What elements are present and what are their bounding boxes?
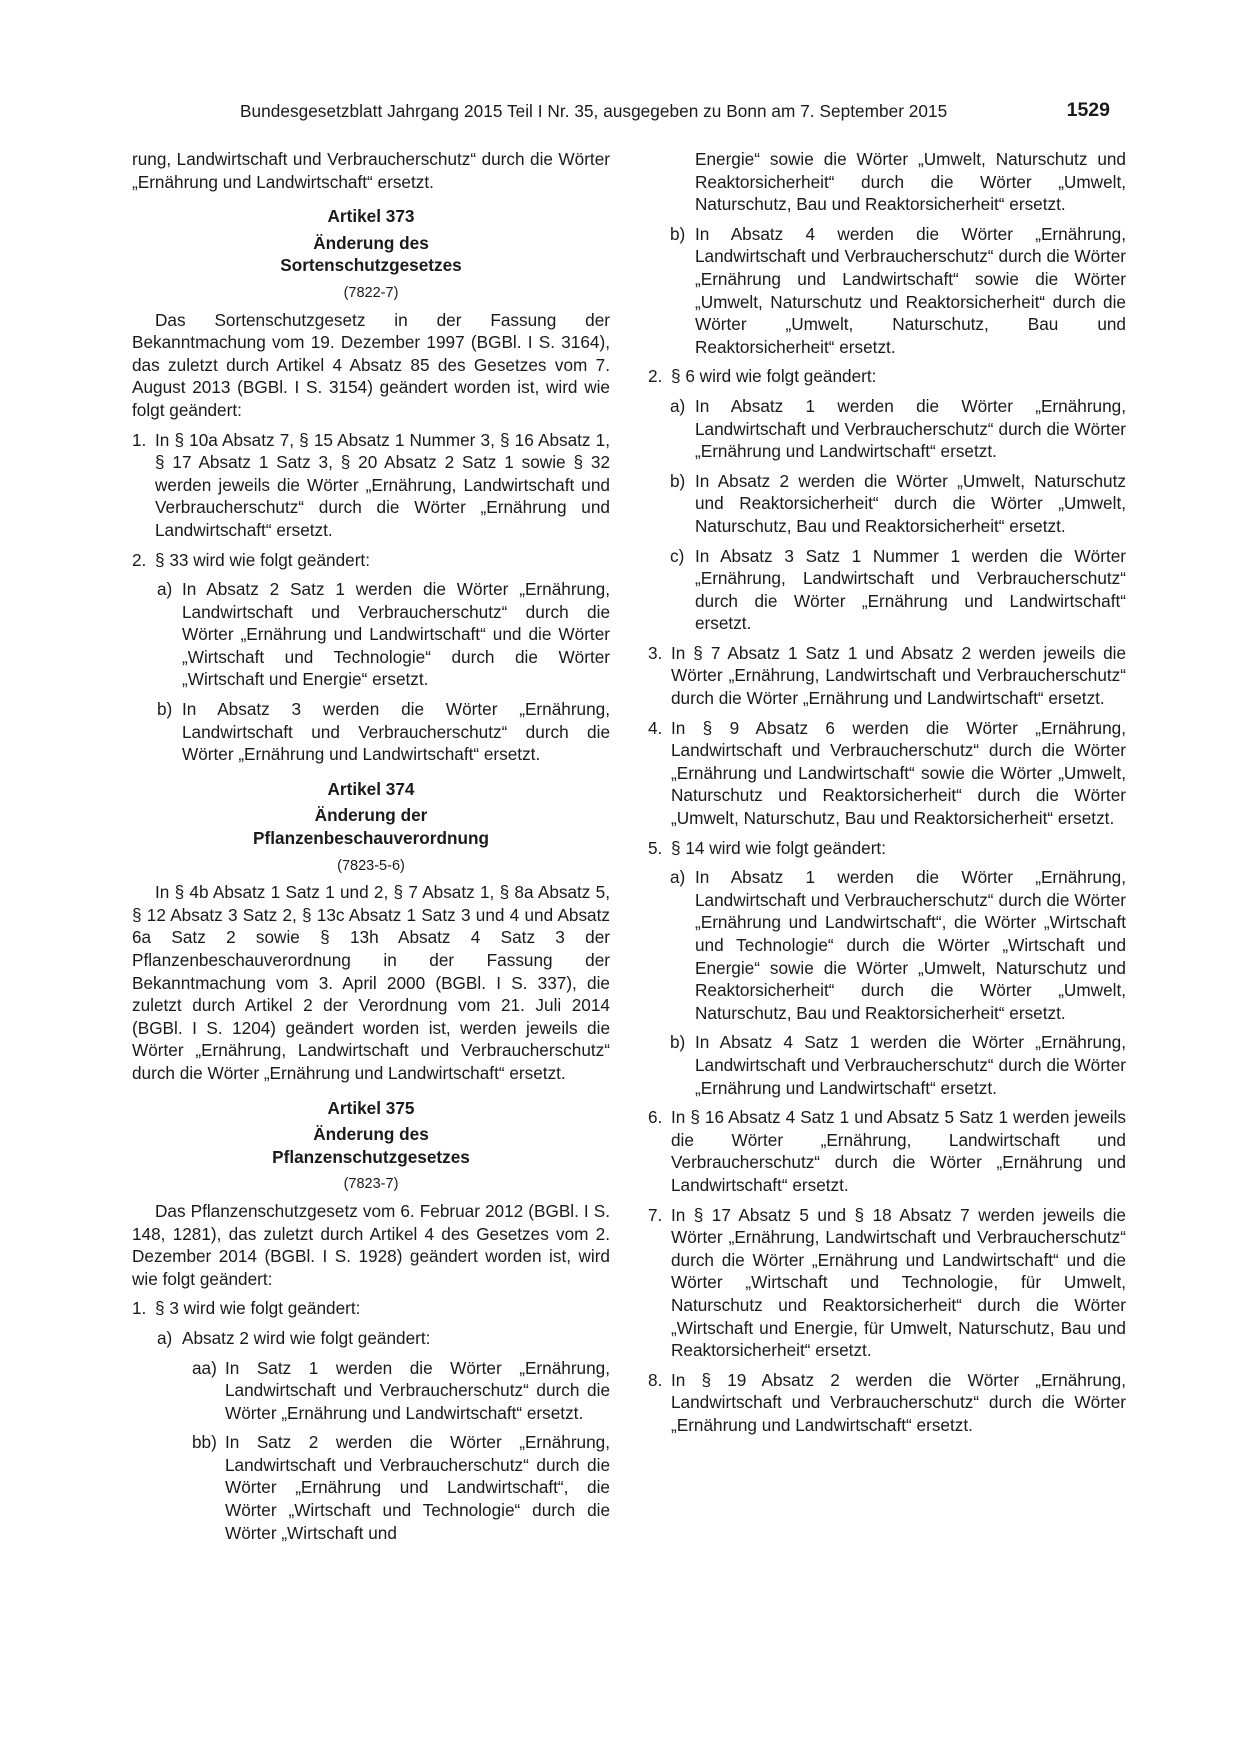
continued-text: rung, Landwirtschaft und Verbraucherschutz“ durch die Wörter „Ernährung und Landwirtschaft“ ersetzt. bbox=[132, 149, 610, 192]
item-text: In § 10a Absatz 7, § 15 Absatz 1 Nummer 3, § 16 Absatz 1, § 17 Absatz 1 Satz 3, § 20 Absatz 2 Satz 1 sowie § 32 werden jeweils die Wörter „Ernährung, Landwirtschaft und Verbraucherschutz“ durch die Wörter „Ernährung und Landwirtschaft“ ersetzt. bbox=[155, 429, 610, 540]
item-label: a) bbox=[157, 579, 173, 600]
left-column bbox=[132, 148, 610, 1544]
running-title: Bundesgesetzblatt Jahrgang 2015 Teil I Nr. 35, ausgegeben zu Bonn am 7. September 2015 bbox=[240, 101, 948, 121]
item-label: b) bbox=[670, 1032, 686, 1053]
item-text: In § 7 Absatz 1 Satz 1 und Absatz 2 werden jeweils die Wörter „Ernährung, Landwirtschaft und Verbraucherschutz“ durch die Wörter „Ernährung und Landwirtschaft“ ersetzt. bbox=[671, 642, 1126, 709]
item-label: 7. bbox=[648, 1204, 663, 1225]
continued-text: Energie“ sowie die Wörter „Umwelt, Naturschutz und Reaktorsicherheit“ durch die Wörter „Umwelt, Naturschutz, Bau und Reaktorsicherheit“ ersetzt. bbox=[695, 149, 1126, 215]
list-item bbox=[132, 1297, 610, 1320]
item-text: § 14 wird wie folgt geändert: bbox=[671, 837, 886, 858]
list-subitem bbox=[648, 223, 1126, 359]
list-item bbox=[648, 642, 1126, 710]
item-text: In Absatz 4 werden die Wörter „Ernährung, Landwirtschaft und Verbraucherschutz“ durch die Wörter „Ernährung und Landwirtschaft“ sowie die Wörter „Umwelt, Naturschutz und Reaktorsicherheit“ durch die Wörter „Umwelt, Naturschutz, Bau und Reaktorsicherheit“ ersetzt. bbox=[695, 223, 1126, 357]
item-label: 5. bbox=[648, 837, 663, 858]
item-label: aa) bbox=[192, 1357, 217, 1378]
item-text: Absatz 2 wird wie folgt geändert: bbox=[182, 1327, 431, 1348]
list-subitem bbox=[132, 698, 610, 766]
item-label: a) bbox=[670, 867, 686, 888]
article-heading-373: Artikel 373 bbox=[327, 206, 415, 227]
item-label: b) bbox=[670, 223, 686, 244]
item-text: In Absatz 1 werden die Wörter „Ernährung, Landwirtschaft und Verbraucherschutz“ durch die Wörter „Ernährung und Landwirtschaft“, die Wörter „Wirtschaft und Technologie“ durch die Wörter „Wirtschaft und Energie“ sowie die Wörter „Umwelt, Naturschutz und Reaktorsicherheit“ durch die Wörter „Umwelt, Naturschutz, Bau und Reaktorsicherheit“ ersetzt. bbox=[695, 867, 1126, 1023]
item-text: In Absatz 2 werden die Wörter „Umwelt, Naturschutz und Reaktorsicherheit“ durch die Wörter „Umwelt, Naturschutz, Bau und Reaktorsicherheit“ ersetzt. bbox=[695, 470, 1126, 536]
item-text: In Absatz 3 werden die Wörter „Ernährung, Landwirtschaft und Verbraucherschutz“ durch die Wörter „Ernährung und Landwirtschaft“ ersetzt. bbox=[182, 699, 610, 765]
list-subitem bbox=[132, 578, 610, 691]
article-title-line1: Änderung des bbox=[313, 1124, 429, 1145]
item-text: In Satz 1 werden die Wörter „Ernährung, Landwirtschaft und Verbraucherschutz“ durch die Wörter „Ernährung und Landwirtschaft“ ersetzt. bbox=[225, 1357, 610, 1423]
list-subitem bbox=[648, 470, 1126, 538]
item-label: 2. bbox=[648, 366, 663, 387]
article-title-line2: Pflanzenschutzgesetzes bbox=[272, 1146, 470, 1167]
right-column bbox=[648, 148, 1126, 1436]
item-text: In Absatz 3 Satz 1 Nummer 1 werden die Wörter „Ernährung, Landwirtschaft und Verbraucherschutz“ durch die Wörter „Ernährung und Landwirtschaft“ ersetzt. bbox=[695, 545, 1126, 634]
list-subitem bbox=[648, 1031, 1126, 1099]
item-label: bb) bbox=[192, 1432, 217, 1453]
item-text: In § 19 Absatz 2 werden die Wörter „Ernährung, Landwirtschaft und Verbraucherschutz“ durch die Wörter „Ernährung und Landwirtschaft“ ersetzt. bbox=[671, 1369, 1126, 1435]
list-item bbox=[648, 717, 1126, 830]
item-text: In Absatz 2 Satz 1 werden die Wörter „Ernährung, Landwirtschaft und Verbraucherschutz“ durch die Wörter „Ernährung und Landwirtschaft“ und die Wörter „Wirtschaft und Technologie“ durch die Wörter „Wirtschaft und Energie“ ersetzt. bbox=[182, 579, 610, 690]
item-text: § 3 wird wie folgt geändert: bbox=[155, 1298, 361, 1319]
item-label: 3. bbox=[648, 642, 663, 663]
list-item bbox=[648, 365, 1126, 388]
article-title-line1: Änderung des bbox=[313, 232, 429, 253]
item-label: a) bbox=[670, 395, 686, 416]
item-text: § 33 wird wie folgt geändert: bbox=[155, 549, 370, 570]
item-text: § 6 wird wie folgt geändert: bbox=[671, 366, 877, 387]
item-text: In § 17 Absatz 5 und § 18 Absatz 7 werden jeweils die Wörter „Ernährung, Landwirtschaft und Verbraucherschutz“ durch die Wörter „Ernährung und Landwirtschaft“ und die Wörter „Wirtschaft und Technologie, für Umwelt, Naturschutz und Reaktorsicherheit“ durch die Wörter „Wirtschaft und Energie, für Umwelt, Naturschutz, Bau und Reaktorsicherheit“ ersetzt. bbox=[671, 1204, 1126, 1361]
list-item bbox=[648, 1106, 1126, 1196]
item-label: 1. bbox=[132, 429, 147, 450]
list-item bbox=[648, 1369, 1126, 1437]
article-title-line2: Sortenschutzgesetzes bbox=[280, 255, 462, 276]
list-subitem bbox=[132, 1327, 610, 1350]
item-text: In Absatz 1 werden die Wörter „Ernährung, Landwirtschaft und Verbraucherschutz“ durch die Wörter „Ernährung und Landwirtschaft“ ersetzt. bbox=[695, 395, 1126, 462]
item-label: c) bbox=[670, 545, 685, 566]
item-label: 4. bbox=[648, 717, 663, 738]
item-label: 2. bbox=[132, 549, 147, 570]
list-item bbox=[648, 1204, 1126, 1362]
list-item bbox=[648, 837, 1126, 860]
item-text: In Absatz 4 Satz 1 werden die Wörter „Ernährung, Landwirtschaft und Verbraucherschutz“ durch die Wörter „Ernährung und Landwirtschaft“ ersetzt. bbox=[695, 1032, 1126, 1098]
page-header bbox=[240, 99, 1110, 125]
item-label: b) bbox=[157, 699, 173, 720]
item-text: In Satz 2 werden die Wörter „Ernährung, Landwirtschaft und Verbraucherschutz“ durch die Wörter „Ernährung und Landwirtschaft“, die Wörter „Wirtschaft und Technologie“ durch die Wörter „Wirtschaft und bbox=[225, 1432, 610, 1543]
item-label: 1. bbox=[132, 1298, 147, 1319]
article-heading-375: Artikel 375 bbox=[327, 1097, 415, 1118]
list-subitem bbox=[648, 545, 1126, 635]
page-number: 1529 bbox=[1066, 99, 1110, 121]
article-heading-374: Artikel 374 bbox=[327, 778, 415, 799]
list-item bbox=[132, 429, 610, 542]
item-text: In § 16 Absatz 4 Satz 1 und Absatz 5 Satz 1 werden jeweils die Wörter „Ernährung, Landwirtschaft und Verbraucherschutz“ durch die Wörter „Ernährung und Landwirtschaft“ ersetzt. bbox=[671, 1107, 1126, 1195]
list-subitem bbox=[648, 395, 1126, 463]
article-title-line2: Pflanzenbeschauverordnung bbox=[253, 828, 489, 849]
list-item bbox=[132, 549, 610, 572]
article-intro: In § 4b Absatz 1 Satz 1 und 2, § 7 Absatz 1, § 8a Absatz 5, § 12 Absatz 3 Satz 2, § 13c Absatz 1 Satz 3 und 4 und Absatz 6a Satz 2 sowie § 13h Absatz 4 Satz 3 der Pflanzenbeschauverordnung in der Fassung der Bekanntmachung vom 3. April 2000 (BGBl. I S. 337), die zuletzt durch Artikel 2 der Verordnung vom 21. Juli 2014 (BGBl. I S. 1204) geändert worden ist, werden jeweils die Wörter „Ernährung, Landwirtschaft und Verbraucherschutz“ durch die Wörter „Ernährung und Landwirtschaft“ ersetzt. bbox=[132, 882, 610, 1083]
list-subsubitem bbox=[132, 1357, 610, 1425]
item-text: In § 9 Absatz 6 werden die Wörter „Ernährung, Landwirtschaft und Verbraucherschutz“ durch die Wörter „Ernährung und Landwirtschaft“ sowie die Wörter „Umwelt, Naturschutz und Reaktorsicherheit“ durch die Wörter „Umwelt, Naturschutz, Bau und Reaktorsicherheit“ ersetzt. bbox=[671, 717, 1126, 829]
article-intro: Das Sortenschutzgesetz in der Fassung der Bekanntmachung vom 19. Dezember 1997 (BGBl. I S. 3164), das zuletzt durch Artikel 4 Absatz 85 des Gesetzes vom 7. August 2013 (BGBl. I S. 3154) geändert worden ist, wird wie folgt geändert: bbox=[132, 309, 610, 420]
list-subsubitem bbox=[132, 1431, 610, 1544]
article-intro: Das Pflanzenschutzgesetz vom 6. Februar 2012 (BGBl. I S. 148, 1281), das zuletzt durch Artikel 4 des Gesetzes vom 2. Dezember 2014 (BGBl. I S. 1928) geändert worden ist, wird wie folgt geändert: bbox=[132, 1200, 610, 1289]
item-label: 6. bbox=[648, 1107, 663, 1128]
fna-number: (7823-7) bbox=[343, 1176, 399, 1193]
item-label: 8. bbox=[648, 1369, 663, 1390]
article-title-line1: Änderung der bbox=[314, 805, 428, 826]
item-label: a) bbox=[157, 1327, 173, 1348]
fna-number: (7823-5-6) bbox=[337, 857, 405, 874]
fna-number: (7822-7) bbox=[343, 284, 399, 301]
item-label: b) bbox=[670, 470, 686, 491]
list-subitem bbox=[648, 866, 1126, 1024]
